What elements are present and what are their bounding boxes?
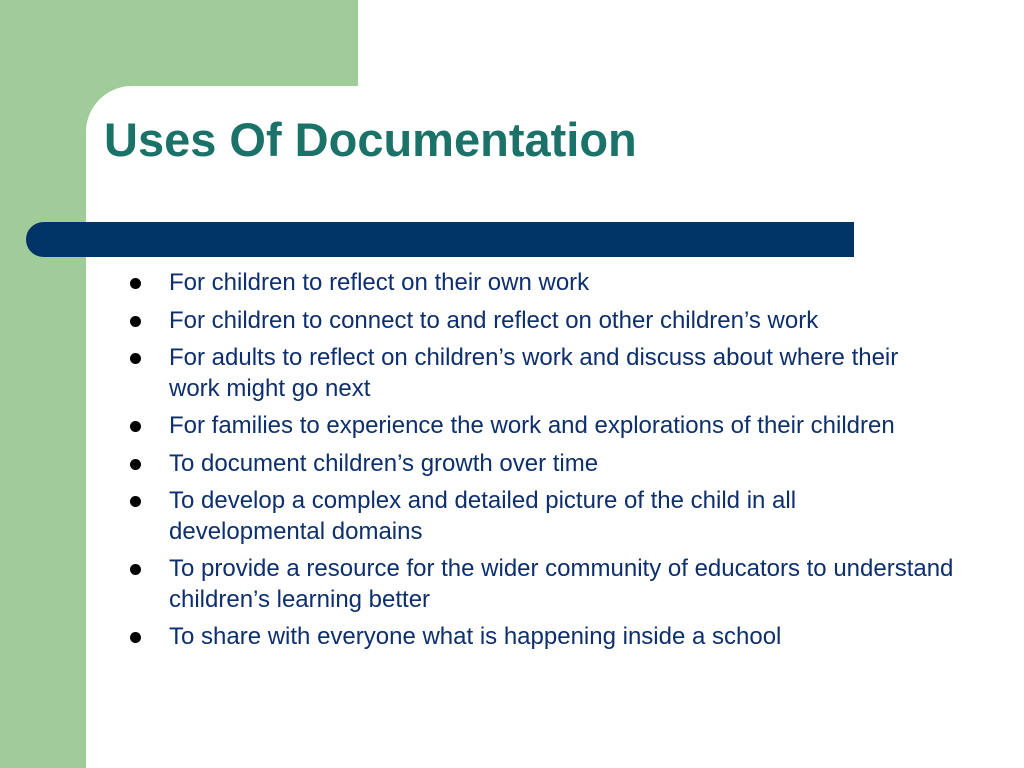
bullet-dot-icon [130,316,141,327]
bullet-text: For families to experience the work and explorations of their children [169,412,895,439]
bullet-list [124,268,954,660]
bullet-item [124,306,954,337]
bullet-item [124,622,954,653]
bullet-text: To share with everyone what is happening inside a school [169,623,782,650]
bullet-dot-icon [130,353,141,364]
bullet-item [124,554,954,615]
bullet-dot-icon [130,632,141,643]
bullet-text: For children to reflect on their own work [169,269,590,296]
bullet-item [124,268,954,299]
bullet-text: For children to connect to and reflect on other children’s work [169,306,819,334]
bullet-dot-icon [130,496,141,507]
bullet-dot-icon [130,459,141,470]
bullet-item [124,449,954,480]
bullet-text: To document children’s growth over time [169,449,599,477]
slide-title: Uses Of Documentation [104,113,637,166]
bullet-text: To develop a complex and detailed picture of the child in all developmental domains [169,487,797,545]
bullet-item [124,411,954,442]
title-underline-bar [26,222,854,257]
bullet-item [124,343,954,404]
bullet-text: To provide a resource for the wider community of educators to understand children’s learning better [169,555,954,613]
bullet-dot-icon [130,564,141,575]
bullet-item [124,486,954,547]
bullet-dot-icon [130,421,141,432]
bullet-text: For adults to reflect on children’s work and discuss about where their work might go next [169,344,899,402]
bullet-dot-icon [130,278,141,289]
